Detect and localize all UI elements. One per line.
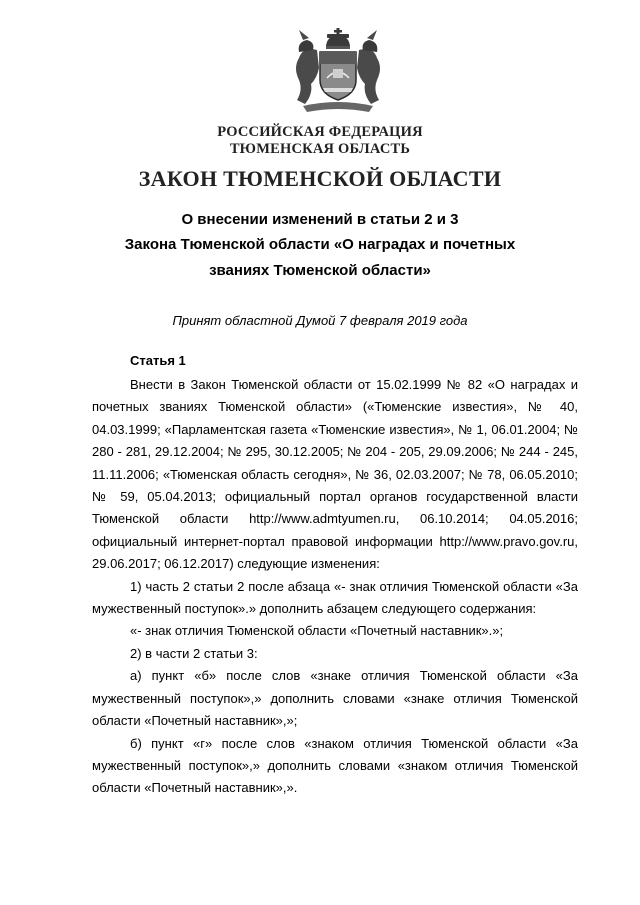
subject-line-2: Закона Тюменской области «О наградах и почетных	[124, 236, 516, 253]
article-heading: Статья 1	[130, 353, 186, 368]
article-body	[92, 374, 578, 800]
paragraph: 2) в части 2 статьи 3:	[130, 645, 258, 661]
adoption-note: Принят областной Думой 7 февраля 2019 года	[172, 313, 468, 328]
paragraph: 1) часть 2 статьи 2 после абзаца «- знак отличия Тюменской области «За мужественный поступок».» дополнить абзацем следующего содержания:	[92, 578, 578, 617]
paragraph: а) пункт «б» после слов «знаке отличия Тюменской области «За мужественный поступок»,» дополнить словами «знаке отличия Тюменской области «Почетный наставник»,»;	[92, 668, 578, 729]
law-title: ЗАКОН ТЮМЕНСКОЙ ОБЛАСТИ	[138, 166, 502, 191]
subject-line-3: званиях Тюменской области»	[209, 262, 431, 279]
paragraph: Внести в Закон Тюменской области от 15.02.1999 № 82 «О наградах и почетных званиях Тюменской области» («Тюменские известия», № 40, 04.03.1999; «Парламентская газета «Тюменские известия», № 1, 06.01.2004; № 280 - 281, 29.12.2004; № 295, 30.12.2005; № 204 - 205, 29.09.2006; № 244 - 245, 11.11.2006; «Тюменская область сегодня», № 36, 02.03.2007; № 78, 06.05.2010; № 59, 05.04.2013; официальный портал органов государственной власти Тюменской области http://www.admtyumen.ru, 06.10.2014; 04.05.2016; официальный интернет-портал правовой информации http://www.pravo.gov.ru, 29.06.2017; 06.12.2017) следующие изменения:	[92, 377, 578, 572]
region-heading: ТЮМЕНСКАЯ ОБЛАСТЬ	[229, 141, 411, 157]
paragraph: «- знак отличия Тюменской области «Почетный наставник».»;	[130, 623, 504, 639]
coat-of-arms-emblem	[283, 28, 393, 114]
subject-line-1: О внесении изменений в статьи 2 и 3	[181, 211, 459, 228]
country-heading: РОССИЙСКАЯ ФЕДЕРАЦИЯ	[217, 124, 423, 140]
paragraph: б) пункт «г» после слов «знаком отличия Тюменской области «За мужественный поступок»,» дополнить словами «знаком отличия Тюменской области «Почетный наставник»,».	[92, 735, 578, 796]
